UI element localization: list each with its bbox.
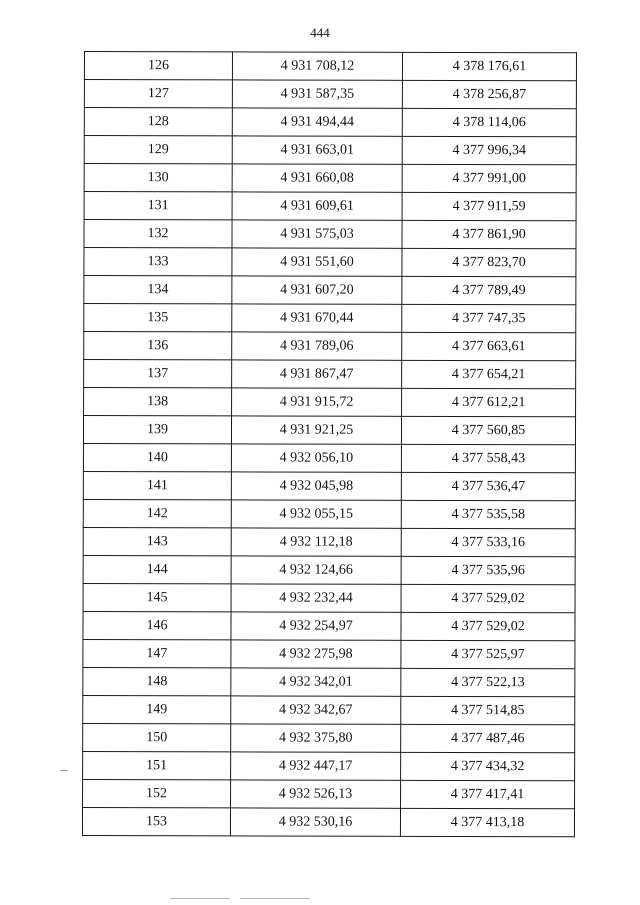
y-coordinate-cell: 4 377 514,85 — [401, 696, 575, 724]
x-coordinate-cell: 4 931 607,20 — [232, 276, 402, 304]
point-number-cell: 139 — [83, 416, 231, 444]
x-coordinate-cell: 4 931 551,60 — [232, 248, 402, 276]
x-coordinate-cell: 4 931 575,03 — [232, 220, 402, 248]
y-coordinate-cell: 4 377 612,21 — [402, 388, 576, 416]
table-row — [84, 276, 576, 305]
point-number-cell: 147 — [83, 639, 231, 667]
x-coordinate-cell: 4 931 867,47 — [232, 360, 402, 388]
y-coordinate-cell: 4 377 747,35 — [402, 304, 576, 332]
point-number-cell: 130 — [84, 164, 232, 192]
y-coordinate-cell: 4 377 654,21 — [402, 360, 576, 388]
y-coordinate-cell: 4 377 996,34 — [402, 136, 576, 164]
x-coordinate-cell: 4 932 342,01 — [231, 668, 401, 696]
x-coordinate-cell: 4 932 275,98 — [231, 640, 401, 668]
table-row — [83, 443, 575, 472]
point-number-cell: 144 — [83, 555, 231, 583]
point-number-cell: 129 — [84, 136, 232, 164]
table-row — [84, 332, 576, 361]
y-coordinate-cell: 4 377 558,43 — [401, 444, 575, 472]
x-coordinate-cell: 4 932 375,80 — [231, 724, 401, 752]
y-coordinate-cell: 4 377 823,70 — [402, 248, 576, 276]
y-coordinate-cell: 4 377 533,16 — [401, 528, 575, 556]
margin-mark — [60, 770, 68, 771]
point-number-cell: 152 — [83, 779, 231, 807]
x-coordinate-cell: 4 932 045,98 — [231, 472, 401, 500]
table-row — [84, 108, 576, 137]
table-row — [84, 52, 576, 81]
table-row — [84, 136, 576, 165]
table-row — [83, 555, 575, 584]
table-row — [83, 471, 575, 500]
point-number-cell: 135 — [84, 304, 232, 332]
point-number-cell: 150 — [83, 723, 231, 751]
x-coordinate-cell: 4 931 921,25 — [231, 416, 401, 444]
table-row — [84, 164, 576, 193]
x-coordinate-cell: 4 932 232,44 — [231, 584, 401, 612]
table-row — [83, 667, 575, 696]
table-row — [83, 751, 575, 780]
x-coordinate-cell: 4 931 587,35 — [232, 80, 402, 108]
y-coordinate-cell: 4 377 529,02 — [401, 584, 575, 612]
x-coordinate-cell: 4 931 663,01 — [232, 136, 402, 164]
table-row — [83, 583, 575, 612]
y-coordinate-cell: 4 377 560,85 — [401, 416, 575, 444]
x-coordinate-cell: 4 932 055,15 — [231, 500, 401, 528]
x-coordinate-cell: 4 932 342,67 — [231, 696, 401, 724]
point-number-cell: 128 — [84, 108, 232, 136]
point-number-cell: 131 — [84, 192, 232, 220]
x-coordinate-cell: 4 932 124,66 — [231, 556, 401, 584]
table-row — [83, 779, 575, 808]
y-coordinate-cell: 4 377 911,59 — [402, 192, 576, 220]
point-number-cell: 134 — [84, 276, 232, 304]
y-coordinate-cell: 4 377 536,47 — [401, 472, 575, 500]
point-number-cell: 142 — [83, 499, 231, 527]
table-row — [84, 220, 576, 249]
point-number-cell: 127 — [84, 80, 232, 108]
table-row — [84, 388, 576, 417]
point-number-cell: 137 — [84, 360, 232, 388]
table-row — [84, 80, 576, 109]
point-number-cell: 151 — [83, 751, 231, 779]
point-number-cell: 141 — [83, 471, 231, 499]
y-coordinate-cell: 4 377 522,13 — [401, 668, 575, 696]
x-coordinate-cell: 4 931 915,72 — [232, 388, 402, 416]
point-number-cell: 149 — [83, 695, 231, 723]
point-number-cell: 126 — [84, 52, 232, 80]
y-coordinate-cell: 4 377 417,41 — [401, 780, 575, 808]
point-number-cell: 148 — [83, 667, 231, 695]
y-coordinate-cell: 4 377 535,96 — [401, 556, 575, 584]
scan-edge-mark — [240, 898, 310, 899]
table-row — [83, 723, 575, 752]
table-row — [83, 611, 575, 640]
y-coordinate-cell: 4 377 663,61 — [402, 332, 576, 360]
table-row — [84, 192, 576, 221]
y-coordinate-cell: 4 378 256,87 — [402, 80, 576, 108]
y-coordinate-cell: 4 377 525,97 — [401, 640, 575, 668]
y-coordinate-cell: 4 377 413,18 — [400, 808, 574, 836]
x-coordinate-cell: 4 932 530,16 — [230, 808, 400, 836]
table-row — [84, 360, 576, 389]
y-coordinate-cell: 4 377 861,90 — [402, 220, 576, 248]
table-row — [83, 499, 575, 528]
coordinates-table-body — [82, 52, 576, 837]
point-number-cell: 146 — [83, 611, 231, 639]
x-coordinate-cell: 4 931 708,12 — [232, 52, 402, 80]
x-coordinate-cell: 4 931 609,61 — [232, 192, 402, 220]
y-coordinate-cell: 4 377 789,49 — [402, 276, 576, 304]
scan-edge-mark — [170, 898, 230, 899]
x-coordinate-cell: 4 931 660,08 — [232, 164, 402, 192]
point-number-cell: 136 — [84, 332, 232, 360]
y-coordinate-cell: 4 378 176,61 — [402, 52, 576, 80]
table-row — [83, 695, 575, 724]
y-coordinate-cell: 4 377 535,58 — [401, 500, 575, 528]
x-coordinate-cell: 4 932 056,10 — [231, 444, 401, 472]
point-number-cell: 143 — [83, 527, 231, 555]
table-row — [83, 639, 575, 668]
coordinates-table — [82, 51, 577, 837]
x-coordinate-cell: 4 932 526,13 — [231, 780, 401, 808]
point-number-cell: 138 — [84, 388, 232, 416]
y-coordinate-cell: 4 378 114,06 — [402, 108, 576, 136]
x-coordinate-cell: 4 932 112,18 — [231, 528, 401, 556]
x-coordinate-cell: 4 932 447,17 — [231, 752, 401, 780]
y-coordinate-cell: 4 377 529,02 — [401, 612, 575, 640]
point-number-cell: 153 — [82, 807, 230, 835]
table-row — [83, 527, 575, 556]
y-coordinate-cell: 4 377 487,46 — [401, 724, 575, 752]
point-number-cell: 145 — [83, 583, 231, 611]
page-number: 444 — [310, 25, 330, 40]
table-row — [84, 248, 576, 277]
y-coordinate-cell: 4 377 991,00 — [402, 164, 576, 192]
point-number-cell: 140 — [83, 443, 231, 471]
y-coordinate-cell: 4 377 434,32 — [401, 752, 575, 780]
table-row — [82, 807, 574, 836]
x-coordinate-cell: 4 931 494,44 — [232, 108, 402, 136]
x-coordinate-cell: 4 931 670,44 — [232, 304, 402, 332]
x-coordinate-cell: 4 932 254,97 — [231, 612, 401, 640]
point-number-cell: 133 — [84, 248, 232, 276]
point-number-cell: 132 — [84, 220, 232, 248]
table-row — [83, 416, 575, 445]
x-coordinate-cell: 4 931 789,06 — [232, 332, 402, 360]
table-row — [84, 304, 576, 333]
